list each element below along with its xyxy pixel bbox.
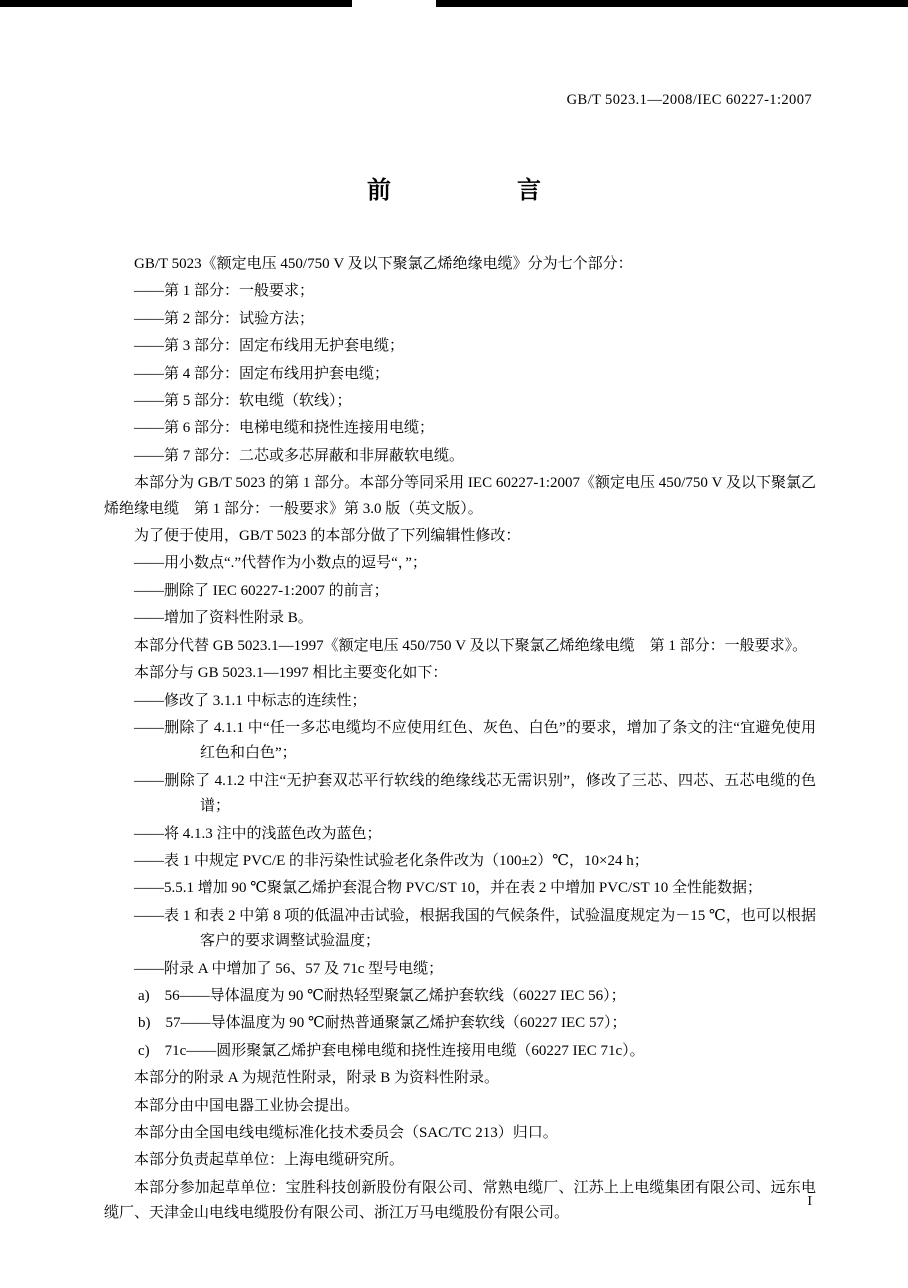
foreword-body (104, 252, 816, 1229)
list-item: ——用小数点“.”代替作为小数点的逗号“，”； (134, 555, 427, 572)
page-number: I (807, 1194, 812, 1209)
list-item: ——修改了 3.1.1 中标志的连续性； (134, 692, 367, 709)
paragraph: 本部分负责起草单位：上海电缆研究所。 (134, 1152, 405, 1169)
list-item: ——增加了资料性附录 B。 (134, 610, 313, 627)
list-item: ——第 2 部分：试验方法； (134, 310, 315, 327)
list-item: ——删除了 4.1.2 中注“无护套双芯平行软线的绝缘线芯无需识别”，修改了三芯、四芯、五芯电缆的色谱； (134, 772, 816, 815)
list-item: ——附录 A 中增加了 56、57 及 71c 型号电缆； (134, 960, 444, 977)
list-item: ——删除了 4.1.1 中“任一多芯电缆均不应使用红色、灰色、白色”的要求，增加了条文的注“宜避免使用红色和白色”； (134, 719, 816, 762)
paragraph: 本部分为 GB/T 5023 的第 1 部分。本部分等同采用 IEC 60227-1:2007《额定电压 450/750 V 及以下聚氯乙烯绝缘电缆 第 1 部分：一般要求》第 3.0 版（英文版）。 (104, 475, 816, 517)
paragraph: 本部分代替 GB 5023.1—1997《额定电压 450/750 V 及以下聚氯乙烯绝缘电缆 第 1 部分：一般要求》。 (134, 637, 808, 654)
paragraph: 本部分由中国电器工业协会提出。 (134, 1097, 360, 1114)
list-item: ——第 7 部分：二芯或多芯屏蔽和非屏蔽软电缆。 (134, 447, 465, 464)
page-header-standard-code: GB/T 5023.1—2008/IEC 60227-1:2007 (566, 92, 812, 108)
list-item: ——第 1 部分：一般要求； (134, 283, 315, 300)
list-item: ——5.5.1 增加 90 ℃聚氯乙烯护套混合物 PVC/ST 10，并在表 2 中增加 PVC/ST 10 全性能数据； (134, 880, 762, 897)
list-item: ——删除了 IEC 60227-1:2007 的前言； (134, 582, 389, 599)
list-item: ——表 1 中规定 PVC/E 的非污染性试验老化条件改为（100±2）℃，10×24 h； (134, 852, 649, 869)
page-title: 前 言 (367, 178, 567, 204)
paragraph: GB/T 5023《额定电压 450/750 V 及以下聚氯乙烯绝缘电缆》分为七个部分： (134, 256, 633, 272)
list-item: ——第 4 部分：固定布线用护套电缆； (134, 365, 390, 382)
paragraph: 本部分与 GB 5023.1—1997 相比主要变化如下： (134, 665, 448, 682)
paragraph: 为了便于使用，GB/T 5023 的本部分做了下列编辑性修改： (134, 528, 521, 545)
sub-list-item: b) 57——导体温度为 90 ℃耐热普通聚氯乙烯护套软线（60227 IEC 57）； (138, 1015, 627, 1032)
list-item: ——将 4.1.3 注中的浅蓝色改为蓝色； (134, 825, 382, 842)
list-item: ——第 3 部分：固定布线用无护套电缆； (134, 338, 405, 355)
paragraph: 本部分的附录 A 为规范性附录，附录 B 为资料性附录。 (134, 1070, 500, 1087)
list-item: ——第 6 部分：电梯电缆和挠性连接用电缆； (134, 420, 435, 437)
list-item: ——表 1 和表 2 中第 8 项的低温冲击试验，根据我国的气候条件，试验温度规定为－15 ℃，也可以根据客户的要求调整试验温度； (134, 907, 816, 950)
scan-edge-bar-left (0, 0, 352, 7)
list-item: ——第 5 部分：软电缆（软线）； (134, 393, 352, 410)
sub-list-item: a) 56——导体温度为 90 ℃耐热轻型聚氯乙烯护套软线（60227 IEC 56）； (138, 987, 626, 1004)
paragraph: 本部分参加起草单位：宝胜科技创新股份有限公司、常熟电缆厂、江苏上上电缆集团有限公司、远东电缆厂、天津金山电线电缆股份有限公司、浙江万马电缆股份有限公司。 (104, 1179, 816, 1222)
sub-list-item: c) 71c——圆形聚氯乙烯护套电梯电缆和挠性连接用电缆（60227 IEC 71c）。 (138, 1042, 645, 1059)
scan-edge-bar-right (436, 0, 908, 7)
paragraph: 本部分由全国电线电缆标准化技术委员会（SAC/TC 213）归口。 (134, 1125, 558, 1141)
